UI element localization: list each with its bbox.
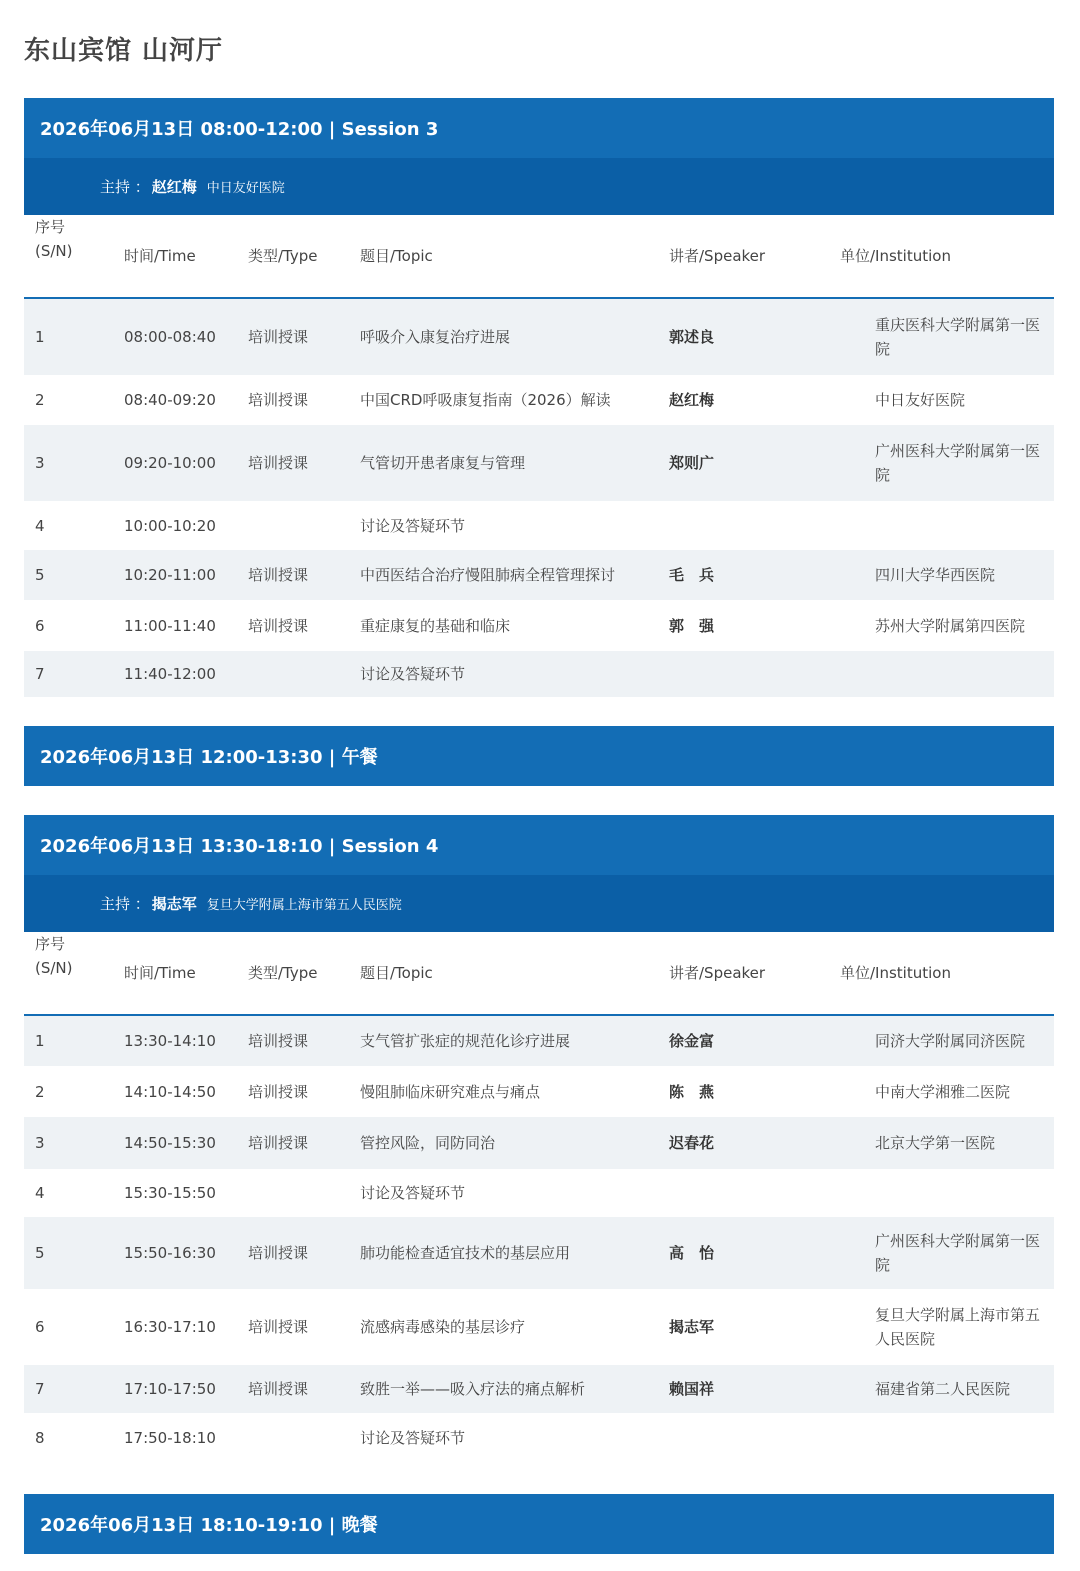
header-institution: 单位/Institution [840,964,951,982]
header-speaker: 讲者/Speaker [669,964,766,982]
table-row [24,600,1054,651]
cell-inst: 苏州大学附属第四医院 [875,616,1026,635]
cell-speaker: 高 怡 [669,1244,715,1262]
cell-inst [875,651,1045,697]
table-row [24,1169,1054,1217]
cell-inst: 北京大学第一医院 [875,1134,996,1152]
cell-inst: 同济大学附属同济医院 [875,1032,1026,1050]
lunch-block [24,726,1054,786]
session-3-block [24,98,1054,697]
cell-inst: 中南大学湘雅二医院 [875,1082,1011,1101]
cell-type: 培训授课 [248,616,309,635]
page-title: 东山宾馆 山河厅 [24,36,224,66]
header-institution: 单位/Institution [840,247,951,265]
cell-speaker: 郭述良 [669,328,715,346]
header-topic: 题目/Topic [360,247,433,265]
table-row [24,425,1054,501]
table-row [24,375,1054,425]
cell-inst: 广州医科大学附属第一医院 [875,442,1041,484]
cell-sn: 3 [35,454,45,472]
session-4-block [24,815,1054,1463]
cell-topic: 呼吸介入康复治疗进展 [360,328,511,346]
table-row [24,550,1054,600]
cell-inst [875,1413,1045,1463]
cell-sn: 7 [35,1380,45,1398]
session-4-header: 2026年06月13日 13:30-18:10 | Session 4 [24,815,1054,875]
cell-inst: 重庆医科大学附属第一医院 [875,316,1041,358]
session-3-header: 2026年06月13日 08:00-12:00 | Session 3 [24,98,1054,158]
cell-topic: 管控风险，同防同治 [360,1134,496,1152]
host-name: 赵红梅 [151,178,197,196]
cell-inst: 福建省第二人民医院 [875,1380,1011,1398]
cell-topic: 气管切开患者康复与管理 [360,454,526,472]
cell-time: 10:20-11:00 [124,566,216,584]
cell-speaker: 迟春花 [669,1134,715,1152]
session-4-host-bar [24,875,1054,932]
cell-type: 培训授课 [248,1134,309,1152]
cell-speaker: 赖国祥 [669,1380,715,1398]
cell-speaker: 徐金富 [669,1032,715,1050]
host-institution: 复旦大学附属上海市第五人民医院 [206,898,402,913]
cell-sn: 4 [35,516,45,535]
cell-type: 培训授课 [248,1244,309,1262]
cell-type: 培训授课 [248,566,309,584]
cell-type: 培训授课 [248,1318,309,1336]
cell-inst: 四川大学华西医院 [875,566,996,584]
cell-sn: 6 [35,616,45,635]
cell-time: 17:50-18:10 [124,1429,216,1447]
table-row [24,1289,1054,1365]
table-row [24,299,1054,375]
cell-time: 15:30-15:50 [124,1184,216,1202]
cell-time: 14:50-15:30 [124,1134,216,1152]
cell-time: 13:30-14:10 [124,1032,216,1050]
cell-type: 培训授课 [248,1032,309,1050]
cell-time: 11:40-12:00 [124,665,216,683]
cell-sn: 1 [35,1032,45,1050]
cell-speaker: 郭 强 [669,616,715,635]
cell-topic: 讨论及答疑环节 [360,516,466,535]
cell-speaker: 赵红梅 [669,391,715,409]
cell-time: 16:30-17:10 [124,1318,216,1336]
cell-time: 17:10-17:50 [124,1380,216,1398]
cell-time: 15:50-16:30 [124,1244,216,1262]
header-speaker: 讲者/Speaker [669,247,766,265]
cell-time: 08:40-09:20 [124,391,216,409]
cell-sn: 5 [35,1244,45,1262]
cell-topic: 流感病毒感染的基层诊疗 [360,1318,526,1336]
table-row [24,1365,1054,1413]
header-sn: 序号 (S/N) [35,218,73,260]
table-header [24,215,1054,299]
cell-topic: 中国CRD呼吸康复指南（2026）解读 [360,391,611,409]
cell-topic: 重症康复的基础和临床 [360,616,511,635]
header-topic: 题目/Topic [360,964,433,982]
table-row [24,1217,1054,1289]
cell-type: 培训授课 [248,454,309,472]
host-label: 主持 ： [100,895,150,913]
cell-inst [875,1169,1045,1217]
cell-sn: 1 [35,328,45,346]
table-header [24,932,1054,1016]
table-row [24,1413,1054,1463]
cell-speaker: 揭志军 [669,1318,715,1336]
host-name: 揭志军 [151,895,197,913]
cell-sn: 7 [35,665,45,683]
cell-type: 培训授课 [248,1380,309,1398]
table-row [24,1016,1054,1066]
cell-topic: 致胜一举——吸入疗法的痛点解析 [360,1380,586,1398]
cell-time: 08:00-08:40 [124,328,216,346]
cell-sn: 6 [35,1318,45,1336]
cell-speaker: 毛 兵 [669,566,715,584]
header-time: 时间/Time [124,247,196,265]
cell-topic: 肺功能检查适宜技术的基层应用 [360,1244,571,1262]
table-row [24,651,1054,697]
table-row [24,1117,1054,1169]
header-sn: 序号 (S/N) [35,935,73,977]
cell-topic: 中西医结合治疗慢阻肺病全程管理探讨 [360,566,616,584]
cell-sn: 8 [35,1429,45,1447]
table-row [24,1066,1054,1117]
table-row [24,501,1054,550]
dinner-header: 2026年06月13日 18:10-19:10 | 晚餐 [24,1494,1054,1554]
cell-topic: 慢阻肺临床研究难点与痛点 [360,1082,541,1101]
cell-topic: 讨论及答疑环节 [360,665,466,683]
cell-time: 14:10-14:50 [124,1082,216,1101]
cell-speaker: 郑则广 [669,454,715,472]
cell-sn: 4 [35,1184,45,1202]
session-3-rows [24,299,1054,697]
header-time: 时间/Time [124,964,196,982]
cell-inst [875,501,1045,550]
session-3-host-bar [24,158,1054,215]
cell-type: 培训授课 [248,328,309,346]
cell-time: 09:20-10:00 [124,454,216,472]
cell-topic: 支气管扩张症的规范化诊疗进展 [360,1032,571,1050]
cell-inst: 复旦大学附属上海市第五人民医院 [875,1306,1041,1348]
cell-speaker: 陈 燕 [669,1082,715,1101]
cell-time: 11:00-11:40 [124,616,216,635]
session-4-rows [24,1016,1054,1463]
host-label: 主持 ： [100,178,150,196]
cell-time: 10:00-10:20 [124,516,216,535]
cell-sn: 3 [35,1134,45,1152]
host-institution: 中日友好医院 [206,181,285,196]
header-type: 类型/Type [248,247,318,265]
cell-type: 培训授课 [248,1082,309,1101]
cell-sn: 2 [35,1082,45,1101]
header-type: 类型/Type [248,964,318,982]
cell-inst: 广州医科大学附属第一医院 [875,1232,1041,1274]
cell-inst: 中日友好医院 [875,391,966,409]
cell-sn: 2 [35,391,45,409]
lunch-header: 2026年06月13日 12:00-13:30 | 午餐 [24,726,1054,786]
dinner-block [24,1494,1054,1554]
cell-topic: 讨论及答疑环节 [360,1184,466,1202]
cell-type: 培训授课 [248,391,309,409]
cell-sn: 5 [35,566,45,584]
cell-topic: 讨论及答疑环节 [360,1429,466,1447]
